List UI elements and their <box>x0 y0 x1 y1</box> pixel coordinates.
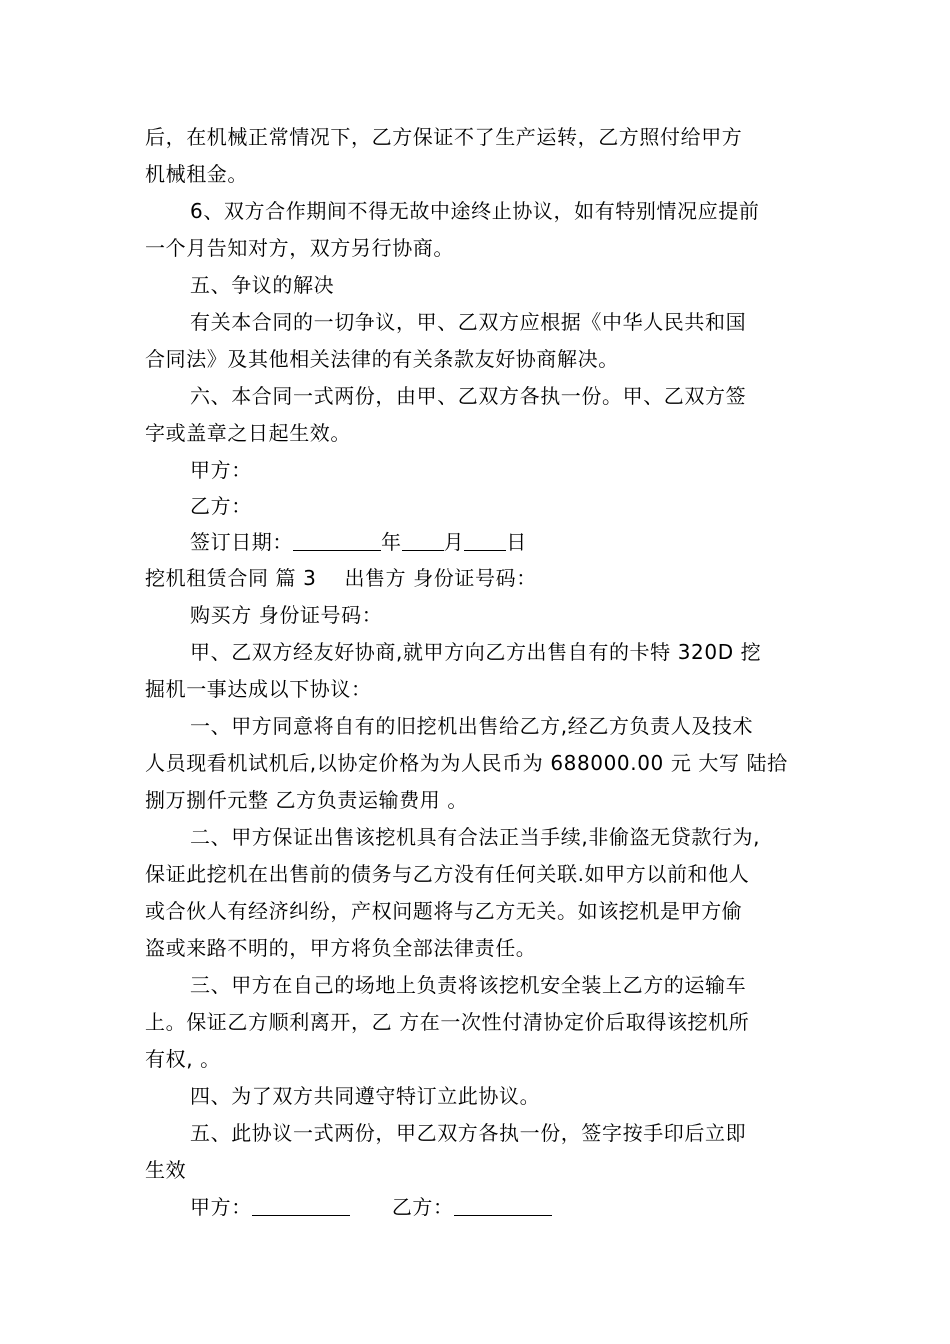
party-b-label: 乙方： <box>190 494 252 518</box>
paragraph-line: 捌万捌仟元整 乙方负责运输费用 。 <box>145 788 468 812</box>
day-blank <box>464 530 506 551</box>
paragraph-line: 五、此协议一式两份，甲乙双方各执一份，签字按手印后立即 <box>190 1121 747 1145</box>
paragraph-line: 保证此挖机在出售前的债务与乙方没有任何关联.如甲方以前和他人 <box>145 862 750 886</box>
sign-date-line <box>190 530 527 554</box>
paragraph-line: 掘机一事达成以下协议： <box>145 677 372 701</box>
paragraph-line: 上。保证乙方顺利离开，乙 方在一次性付清协定价后取得该挖机所 <box>145 1010 750 1034</box>
day-label: 日 <box>506 530 527 554</box>
section-title-line <box>145 566 537 590</box>
party-a-label: 甲方： <box>190 458 252 482</box>
buyer-id-label: 购买方 身份证号码： <box>190 603 383 627</box>
section-title: 挖机租赁合同 篇 3 <box>145 566 317 590</box>
paragraph-line: 一个月告知对方，双方另行协商。 <box>145 236 454 260</box>
paragraph-line: 六、本合同一式两份，由甲、乙双方各执一份。甲、乙双方签 <box>190 384 747 408</box>
paragraph-line: 后，在机械正常情况下，乙方保证不了生产运转，乙方照付给甲方 <box>145 125 743 149</box>
paragraph-line: 合同法》及其他相关法律的有关条款友好协商解决。 <box>145 347 619 371</box>
paragraph-line: 甲、乙双方经友好协商,就甲方向乙方出售自有的卡特 320D 挖 <box>190 640 762 664</box>
paragraph-line: 盗或来路不明的，甲方将负全部法律责任。 <box>145 936 537 960</box>
party-a-signature-label: 甲方： <box>190 1195 252 1219</box>
paragraph-line: 有权, 。 <box>145 1047 221 1071</box>
party-a-signature-blank <box>252 1195 350 1216</box>
party-b-signature-blank <box>454 1195 552 1216</box>
paragraph-line: 生效 <box>145 1158 187 1182</box>
paragraph-line: 有关本合同的一切争议，甲、乙双方应根据《中华人民共和国 <box>190 310 747 334</box>
signature-line <box>190 1195 552 1219</box>
paragraph-line: 字或盖章之日起生效。 <box>145 421 351 445</box>
month-label: 月 <box>443 530 465 554</box>
year-blank <box>293 530 381 551</box>
paragraph-line: 机械租金。 <box>145 162 248 186</box>
paragraph-line: 6、双方合作期间不得无故中途终止协议，如有特别情况应提前 <box>190 199 760 223</box>
paragraph-line: 人员现看机试机后,以协定价格为为人民币为 688000.00 元 大写 陆拾 <box>145 751 788 775</box>
seller-id-label: 出售方 身份证号码： <box>344 566 537 590</box>
paragraph-line: 二、甲方保证出售该挖机具有合法正当手续,非偷盗无贷款行为, <box>190 825 761 849</box>
paragraph-line: 一、甲方同意将自有的旧挖机出售给乙方,经乙方负责人及技术 <box>190 714 754 738</box>
year-label: 年 <box>381 530 402 554</box>
sign-date-label: 签订日期： <box>190 530 293 554</box>
section-heading: 五、争议的解决 <box>190 273 335 297</box>
party-b-signature-label: 乙方： <box>391 1195 454 1219</box>
paragraph-line: 四、为了双方共同遵守特订立此协议。 <box>190 1084 541 1108</box>
paragraph-line: 或合伙人有经济纠纷，产权问题将与乙方无关。如该挖机是甲方偷 <box>145 899 743 923</box>
month-blank <box>402 530 444 551</box>
paragraph-line: 三、甲方在自己的场地上负责将该挖机安全装上乙方的运输车 <box>190 973 747 997</box>
